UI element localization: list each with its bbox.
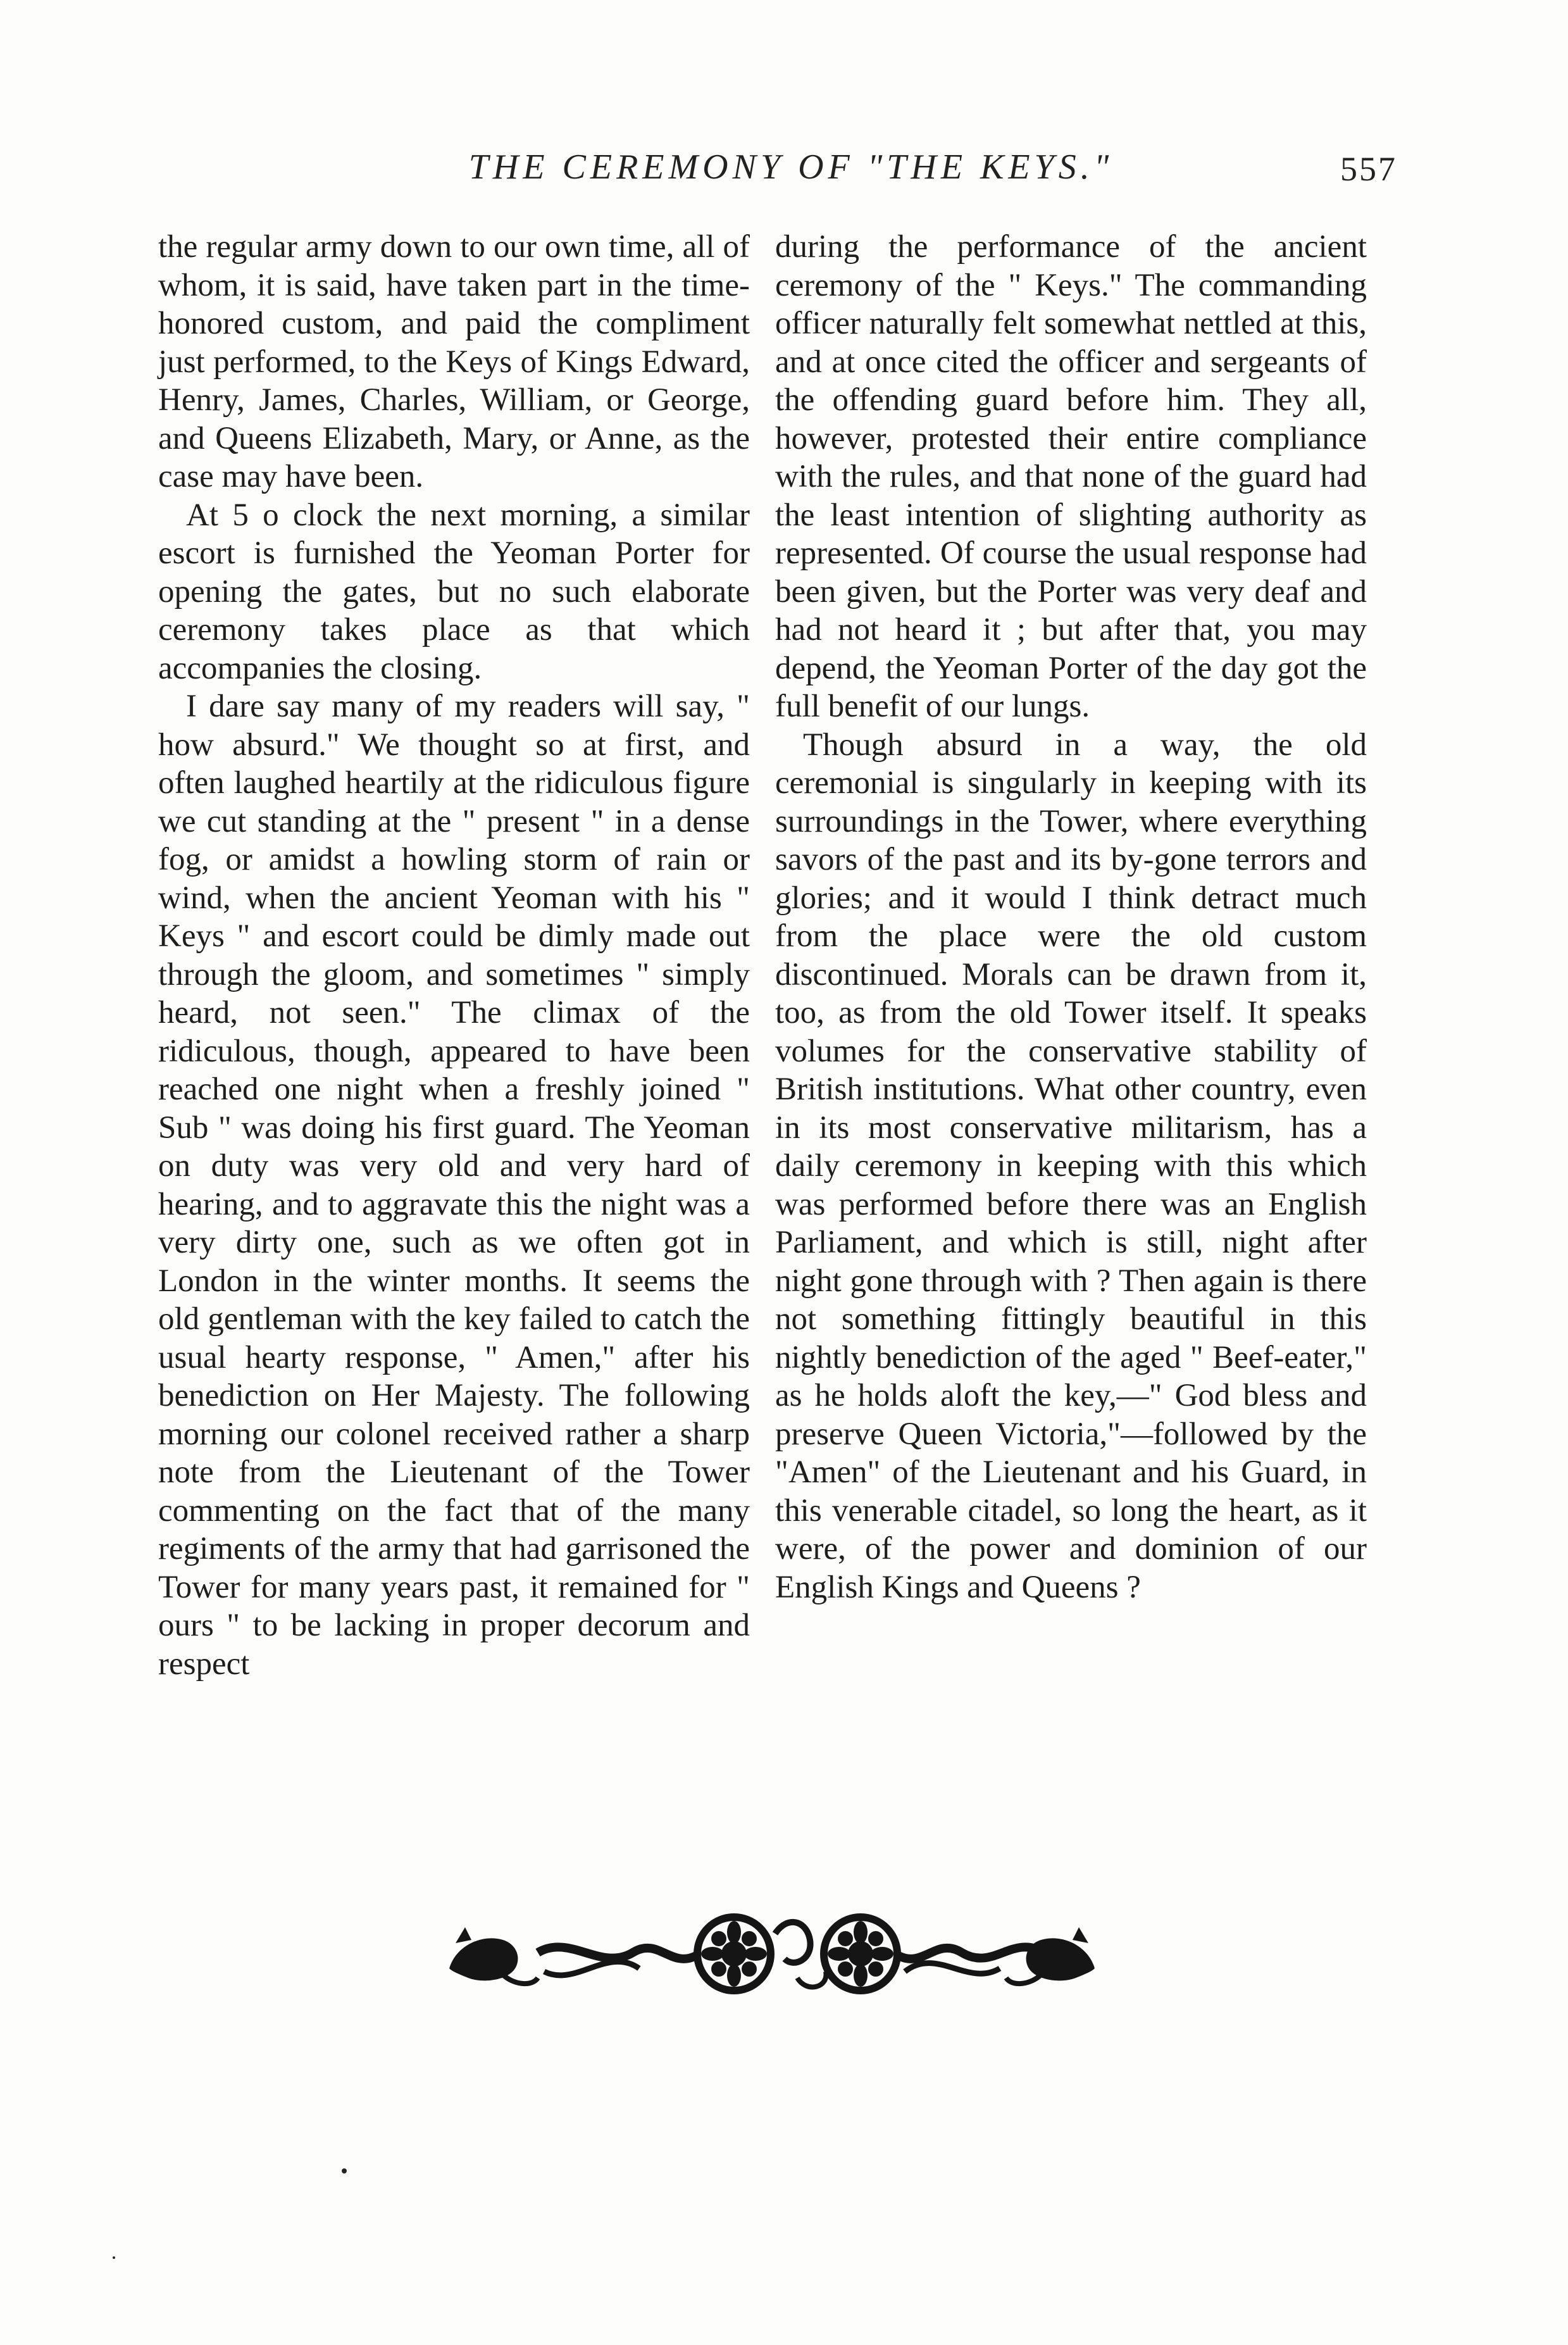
paragraph: the regular army down to our own time, all of whom, it is said, have taken part in the time-honored custom, and paid the compliment just performed, to the Keys of Kings Edward, Henry, James, Charles, William, or George, and Queens Elizabeth, Mary, or Anne, as the case may have been. xyxy=(158,229,750,494)
paragraph: during the performance of the ancient ceremony of the " Keys." The commanding officer naturally felt somewhat nettled at this, and at once cited the officer and sergeants of the offending guard before him. They all, however, protested their entire compliance with the rules, and that none of the guard had the least intention of slighting authority as represented. Of course the usual response had been given, but the Porter was very deaf and had not heard it ; but after that, you may depend, the Yeoman Porter of the day got the full benefit of our lungs. xyxy=(775,229,1367,724)
page-number: 557 xyxy=(1340,150,1397,188)
ink-speck xyxy=(342,2168,347,2173)
left-column xyxy=(158,228,750,1683)
ink-speck xyxy=(113,2256,115,2259)
paragraph: At 5 o clock the next morning, a similar escort is furnished the Yeoman Porter for opening the gates, but no such elaborate ceremony takes place as that which accompanies the closing. xyxy=(158,497,750,686)
decorative-tailpiece-icon xyxy=(443,1908,1101,2000)
right-column xyxy=(775,228,1367,1606)
paragraph: Though absurd in a way, the old ceremonial is singularly in keeping with its surroundings in the Tower, where everything savors of the past and its by-gone terrors and glories; and it would I think detract much from the place were the old custom discontinued. Morals can be drawn from it, too, as from the old Tower itself. It speaks volumes for the conservative stability of British institutions. What other country, even in its most conservative militarism, has a daily ceremony in keeping with this which was performed before there was an English Parliament, and which is still, night after night gone through with ? Then again is there not something fittingly beautiful in this nightly benediction of the aged " Beef-eater," as he holds aloft the key,—" God bless and preserve Queen Victoria,"—followed by the "Amen" of the Lieutenant and his Guard, in this venerable citadel, so long the heart, as it were, of the power and dominion of our English Kings and Queens ? xyxy=(775,727,1367,1605)
running-head xyxy=(0,147,1568,197)
running-title: THE CEREMONY OF "THE KEYS." xyxy=(468,147,1114,187)
paragraph: I dare say many of my readers will say, " how absurd." We thought so at first, and often laughed heartily at the ridiculous figure we cut standing at the " present " in a dense fog, or amidst a howling storm of rain or wind, when the ancient Yeoman with his " Keys " and escort could be dimly made out through the gloom, and sometimes " simply heard, not seen." The climax of the ridiculous, though, appeared to have been reached one night when a freshly joined " Sub " was doing his first guard. The Yeoman on duty was very old and very hard of hearing, and to aggravate this the night was a very dirty one, such as we often got in London in the winter months. It seems the old gentleman with the key failed to catch the usual hearty response, " Amen," after his benediction on Her Majesty. The following morning our colonel received rather a sharp note from the Lieutenant of the Tower commenting on the fact that of the many regiments of the army that had garrisoned the Tower for many years past, it remained for " ours " to be lacking in proper decorum and respect xyxy=(158,689,750,1682)
